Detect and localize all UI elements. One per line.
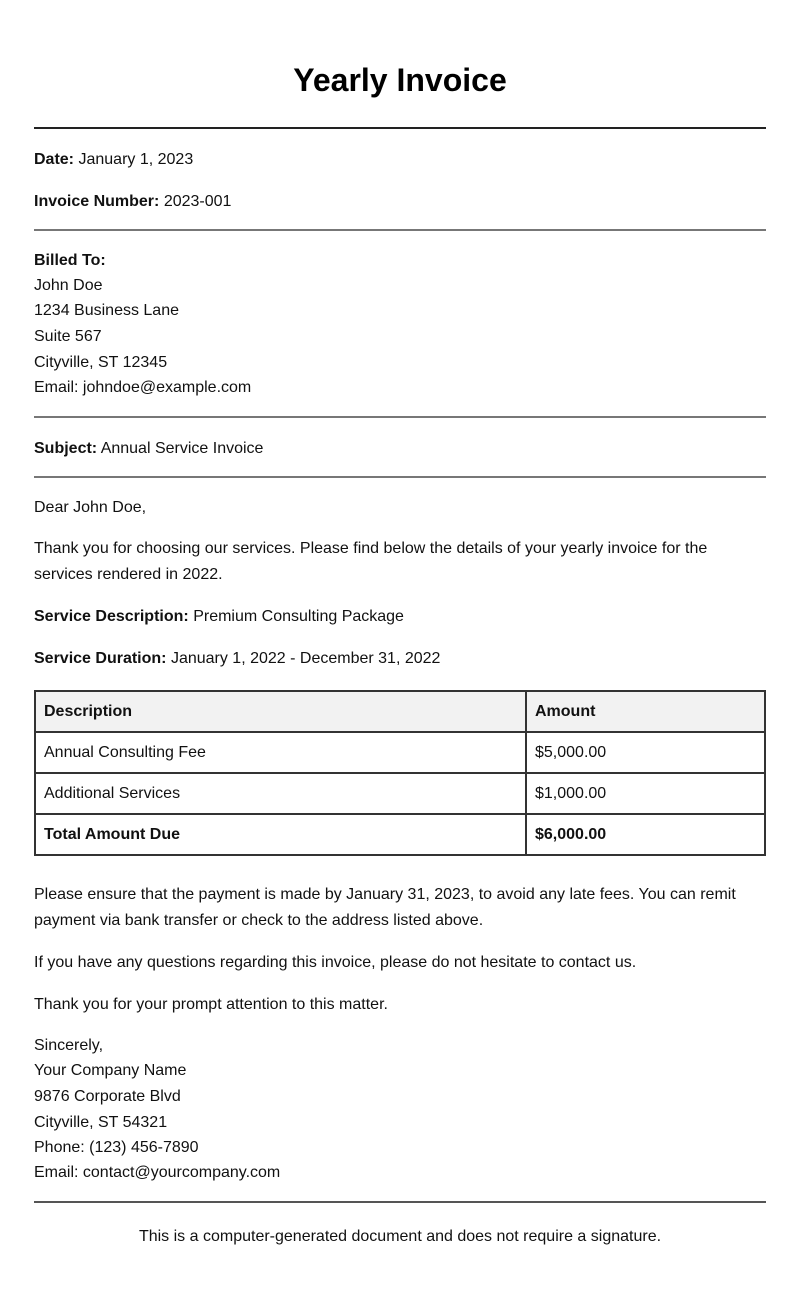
- header-description: Description: [35, 691, 526, 732]
- service-duration-value: January 1, 2022 - December 31, 2022: [170, 650, 441, 667]
- header-amount: Amount: [526, 691, 765, 732]
- payment-paragraph: Please ensure that the payment is made by January 31, 2023, to avoid any late fees. You can remit payment via bank transfer or check to the address listed above.: [34, 886, 736, 929]
- divider: [34, 416, 766, 418]
- intro-paragraph: Thank you for choosing our services. Please find below the details of your yearly invoice for the services rendered in 2022.: [34, 540, 708, 583]
- invoice-number-label: Invoice Number:: [34, 193, 160, 210]
- invoice-table: [34, 690, 766, 856]
- service-description-label: Service Description:: [34, 608, 189, 625]
- total-label: Total Amount Due: [35, 814, 526, 855]
- invoice-number-value: 2023-001: [163, 193, 232, 210]
- billed-to-label: Billed To:: [34, 252, 106, 269]
- invoice-date: [34, 150, 193, 170]
- subject-label: Subject:: [34, 440, 98, 457]
- divider: [34, 127, 766, 129]
- company-address1: 9876 Corporate Blvd: [34, 1088, 181, 1105]
- divider: [34, 1201, 766, 1203]
- subject-line: [34, 439, 263, 459]
- total-amount: $6,000.00: [526, 814, 765, 855]
- service-duration-label: Service Duration:: [34, 650, 167, 667]
- company-phone: Phone: (123) 456-7890: [34, 1139, 199, 1156]
- service-description: [34, 607, 404, 627]
- invoice-number: [34, 192, 231, 212]
- date-label: Date:: [34, 151, 75, 168]
- invoice-title: Yearly Invoice: [293, 62, 507, 98]
- service-duration: [34, 649, 440, 669]
- billed-to-line3: Cityville, ST 12345: [34, 354, 168, 371]
- signoff: Sincerely,: [34, 1037, 104, 1054]
- billed-to-line1: 1234 Business Lane: [34, 302, 179, 319]
- table-total-row: [35, 814, 765, 855]
- company-name: Your Company Name: [34, 1062, 187, 1079]
- row-description: Annual Consulting Fee: [35, 732, 526, 773]
- footer-note: This is a computer-generated document and does not require a signature.: [138, 1228, 662, 1245]
- billed-to-name: John Doe: [34, 277, 103, 294]
- greeting: Dear John Doe,: [34, 499, 147, 516]
- divider: [34, 229, 766, 231]
- questions-paragraph: If you have any questions regarding this invoice, please do not hesitate to contact us.: [34, 954, 637, 971]
- row-amount: $1,000.00: [526, 773, 765, 814]
- row-amount: $5,000.00: [526, 732, 765, 773]
- table-row: [35, 773, 765, 814]
- table-row: [35, 732, 765, 773]
- subject-value: Annual Service Invoice: [100, 440, 264, 457]
- divider: [34, 476, 766, 478]
- company-email: Email: contact@yourcompany.com: [34, 1164, 281, 1181]
- billed-to-email: Email: johndoe@example.com: [34, 379, 252, 396]
- billed-to-line2: Suite 567: [34, 328, 102, 345]
- date-value: January 1, 2023: [78, 151, 194, 168]
- company-address2: Cityville, ST 54321: [34, 1114, 168, 1131]
- service-description-value: Premium Consulting Package: [193, 608, 404, 625]
- row-description: Additional Services: [35, 773, 526, 814]
- thanks-paragraph: Thank you for your prompt attention to this matter.: [34, 996, 388, 1013]
- table-header-row: [35, 691, 765, 732]
